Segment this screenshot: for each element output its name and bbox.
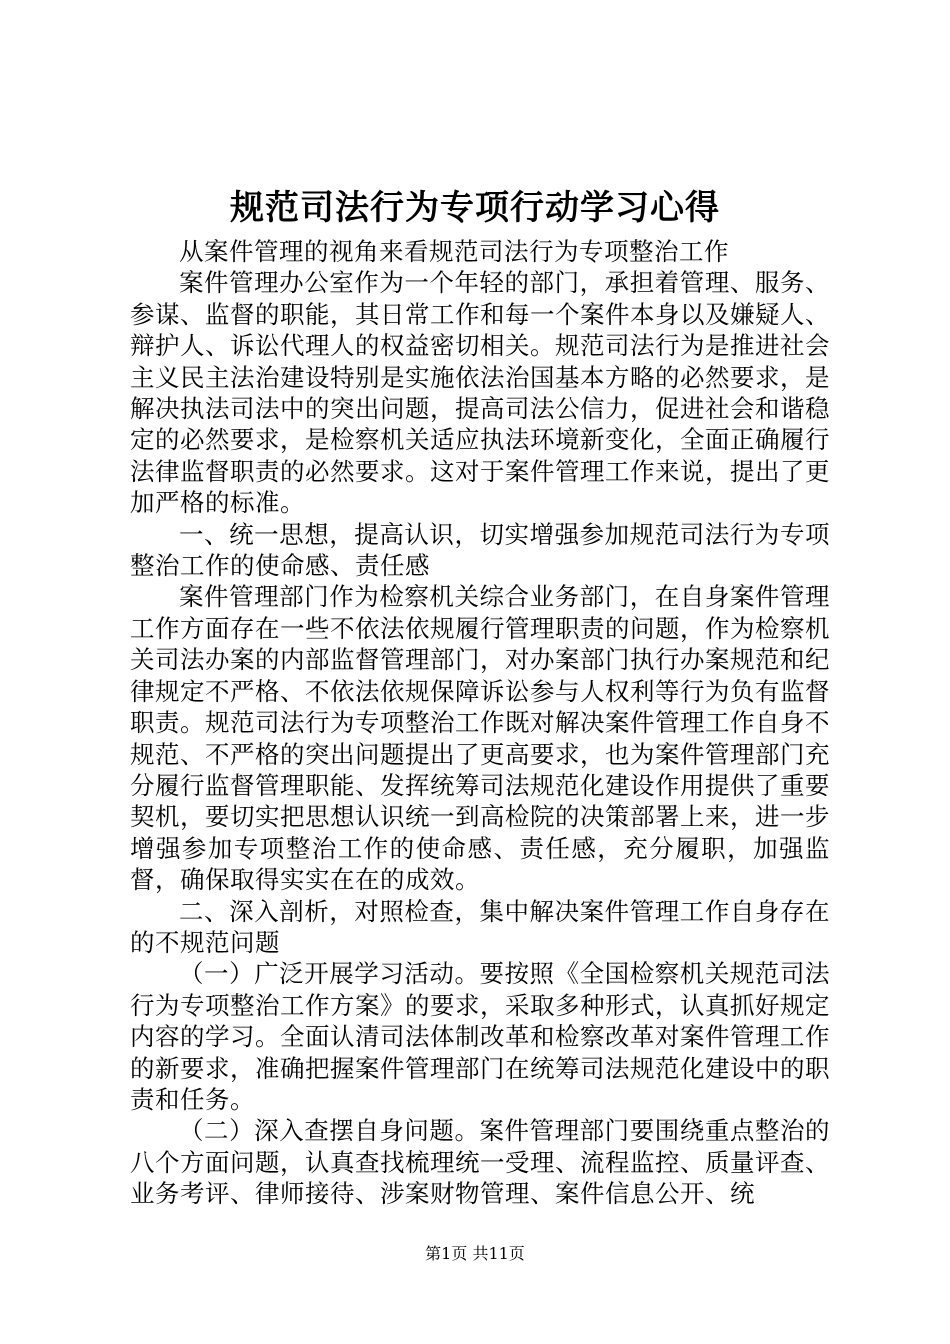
- body-paragraph: （二）深入查摆自身问题。案件管理部门要围绕重点整治的八个方面问题，认真查找梳理统一受理、流程监控、质量评查、业务考评、律师接待、涉案财物管理、案件信息公开、统: [130, 1116, 830, 1209]
- document-title: 规范司法行为专项行动学习心得: [230, 188, 720, 228]
- section-heading: 二、深入剖析，对照检查，集中解决案件管理工作自身存在的不规范问题: [130, 896, 830, 957]
- body-paragraph: 案件管理办公室作为一个年轻的部门，承担着管理、服务、参谋、监督的职能，其日常工作和每一个案件本身以及嫌疑人、辩护人、诉讼代理人的权益密切相关。规范司法行为是推进社会主义民主法治建设特别是实施依法治国基本方略的必然要求，是解决执法司法中的突出问题，提高司法公信力，促进社会和谐稳定的必然要求，是检察机关适应执法环境新变化，全面正确履行法律监督职责的必然要求。这对于案件管理工作来说，提出了更加严格的标准。: [130, 268, 830, 518]
- subtitle-paragraph: 从案件管理的视角来看规范司法行为专项整治工作: [179, 237, 729, 266]
- document-body: [130, 236, 830, 1210]
- page-footer: 第1页 共11页: [425, 1244, 525, 1263]
- body-paragraph: 案件管理部门作为检察机关综合业务部门，在自身案件管理工作方面存在一些不依法依规履行管理职责的问题，作为检察机关司法办案的内部监督管理部门，对办案部门执行办案规范和纪律规定不严格、不依法依规保障诉讼参与人权利等行为负有监督职责。规范司法行为专项整治工作既对解决案件管理工作自身不规范、不严格的突出问题提出了更高要求，也为案件管理部门充分履行监督管理职能、发挥统筹司法规范化建设作用提供了重要契机，要切实把思想认识统一到高检院的决策部署上来，进一步增强参加专项整治工作的使命感、责任感，充分履职，加强监督，确保取得实实在在的成效。: [130, 582, 830, 895]
- section-heading: 一、统一思想，提高认识，切实增强参加规范司法行为专项整治工作的使命感、责任感: [130, 519, 830, 581]
- body-paragraph: （一）广泛开展学习活动。要按照《全国检察机关规范司法行为专项整治工作方案》的要求，采取多种形式，认真抓好规定内容的学习。全面认清司法体制改革和检察改革对案件管理工作的新要求，准确把握案件管理部门在统筹司法规范化建设中的职责和任务。: [130, 959, 830, 1114]
